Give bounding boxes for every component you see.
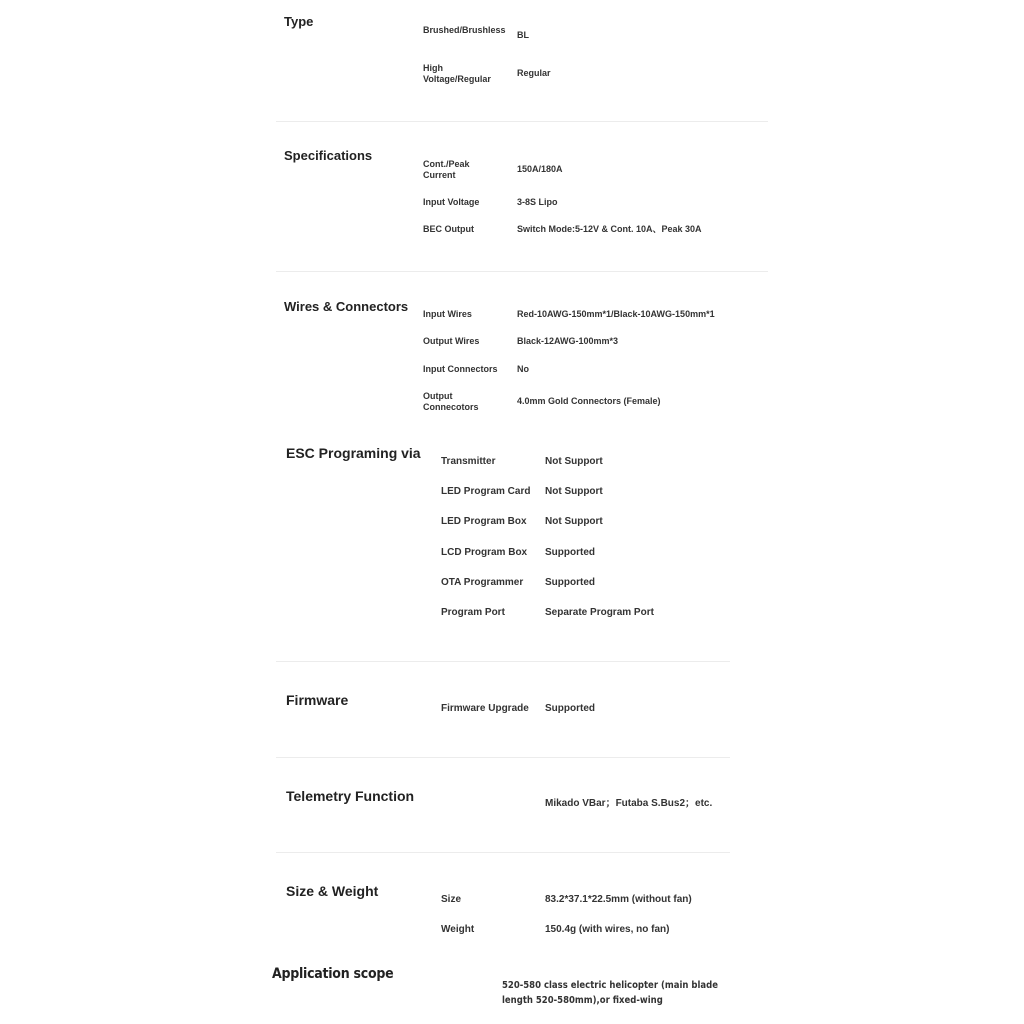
telemetry-value: Mikado VBar；Futaba S.Bus2；etc. <box>545 798 713 809</box>
wires-label-input: Input Wires <box>423 309 472 319</box>
weight-label: Weight <box>441 924 475 935</box>
size-value: 83.2*37.1*22.5mm (without fan) <box>545 894 692 905</box>
prog-label-led-box: LED Program Box <box>441 516 527 527</box>
divider <box>276 757 730 758</box>
prog-label-port: Program Port <box>441 607 505 618</box>
wires-value-input: Red-10AWG-150mm*1/Black-10AWG-150mm*1 <box>517 309 715 319</box>
divider <box>276 661 730 662</box>
wires-label-output: Output Wires <box>423 336 480 346</box>
prog-label-ota: OTA Programmer <box>441 577 524 588</box>
spec-value-bec: Switch Mode:5-12V & Cont. 10A、Peak 30A <box>517 224 702 234</box>
spec-value-current: 150A/180A <box>517 164 563 174</box>
section-title-specifications: Specifications <box>284 148 373 163</box>
type-value-voltage: Regular <box>517 68 551 78</box>
prog-value-lcd-box: Supported <box>545 547 595 558</box>
prog-value-led-box: Not Support <box>545 516 603 527</box>
spec-label-input-voltage: Input Voltage <box>423 197 480 207</box>
prog-value-ota: Supported <box>545 577 595 588</box>
weight-value: 150.4g (with wires, no fan) <box>545 924 670 935</box>
prog-value-transmitter: Not Support <box>545 456 603 467</box>
type-label-voltage: High Voltage/Regular <box>423 63 491 84</box>
section-title-firmware: Firmware <box>286 692 349 708</box>
section-title-wires: Wires & Connectors <box>284 299 409 314</box>
application-value: 520-580 class electric helicopter (main blade length 520-580mm),or fixed-wing <box>502 980 718 1006</box>
wires-label-output-connectors: Output Connecotors <box>423 391 479 412</box>
prog-label-led-card: LED Program Card <box>441 486 531 497</box>
firmware-value-upgrade: Supported <box>545 703 595 714</box>
type-label-brushed: Brushed/Brushless <box>423 25 506 35</box>
wires-value-output: Black-12AWG-100mm*3 <box>517 336 619 346</box>
spec-label-bec: BEC Output <box>423 224 474 234</box>
divider <box>276 852 730 853</box>
size-label: Size <box>441 894 462 905</box>
section-title-programming: ESC Programing via <box>286 445 421 461</box>
divider <box>276 271 768 272</box>
prog-label-transmitter: Transmitter <box>441 456 496 467</box>
spec-label-current: Cont./Peak Current <box>423 159 470 180</box>
firmware-label-upgrade: Firmware Upgrade <box>441 703 529 714</box>
divider <box>276 121 768 122</box>
section-title-telemetry: Telemetry Function <box>286 788 415 804</box>
prog-label-lcd-box: LCD Program Box <box>441 547 528 558</box>
section-title-application: Application scope <box>272 966 394 982</box>
prog-value-port: Separate Program Port <box>545 607 654 618</box>
prog-value-led-card: Not Support <box>545 486 603 497</box>
section-title-size-weight: Size & Weight <box>286 883 379 899</box>
wires-label-input-connectors: Input Connectors <box>423 364 498 374</box>
wires-value-input-connectors: No <box>517 364 529 374</box>
spec-value-input-voltage: 3-8S Lipo <box>517 197 558 207</box>
wires-value-output-connectors: 4.0mm Gold Connectors (Female) <box>517 396 661 406</box>
type-value-brushed: BL <box>517 30 529 40</box>
section-title-type: Type <box>284 14 314 29</box>
